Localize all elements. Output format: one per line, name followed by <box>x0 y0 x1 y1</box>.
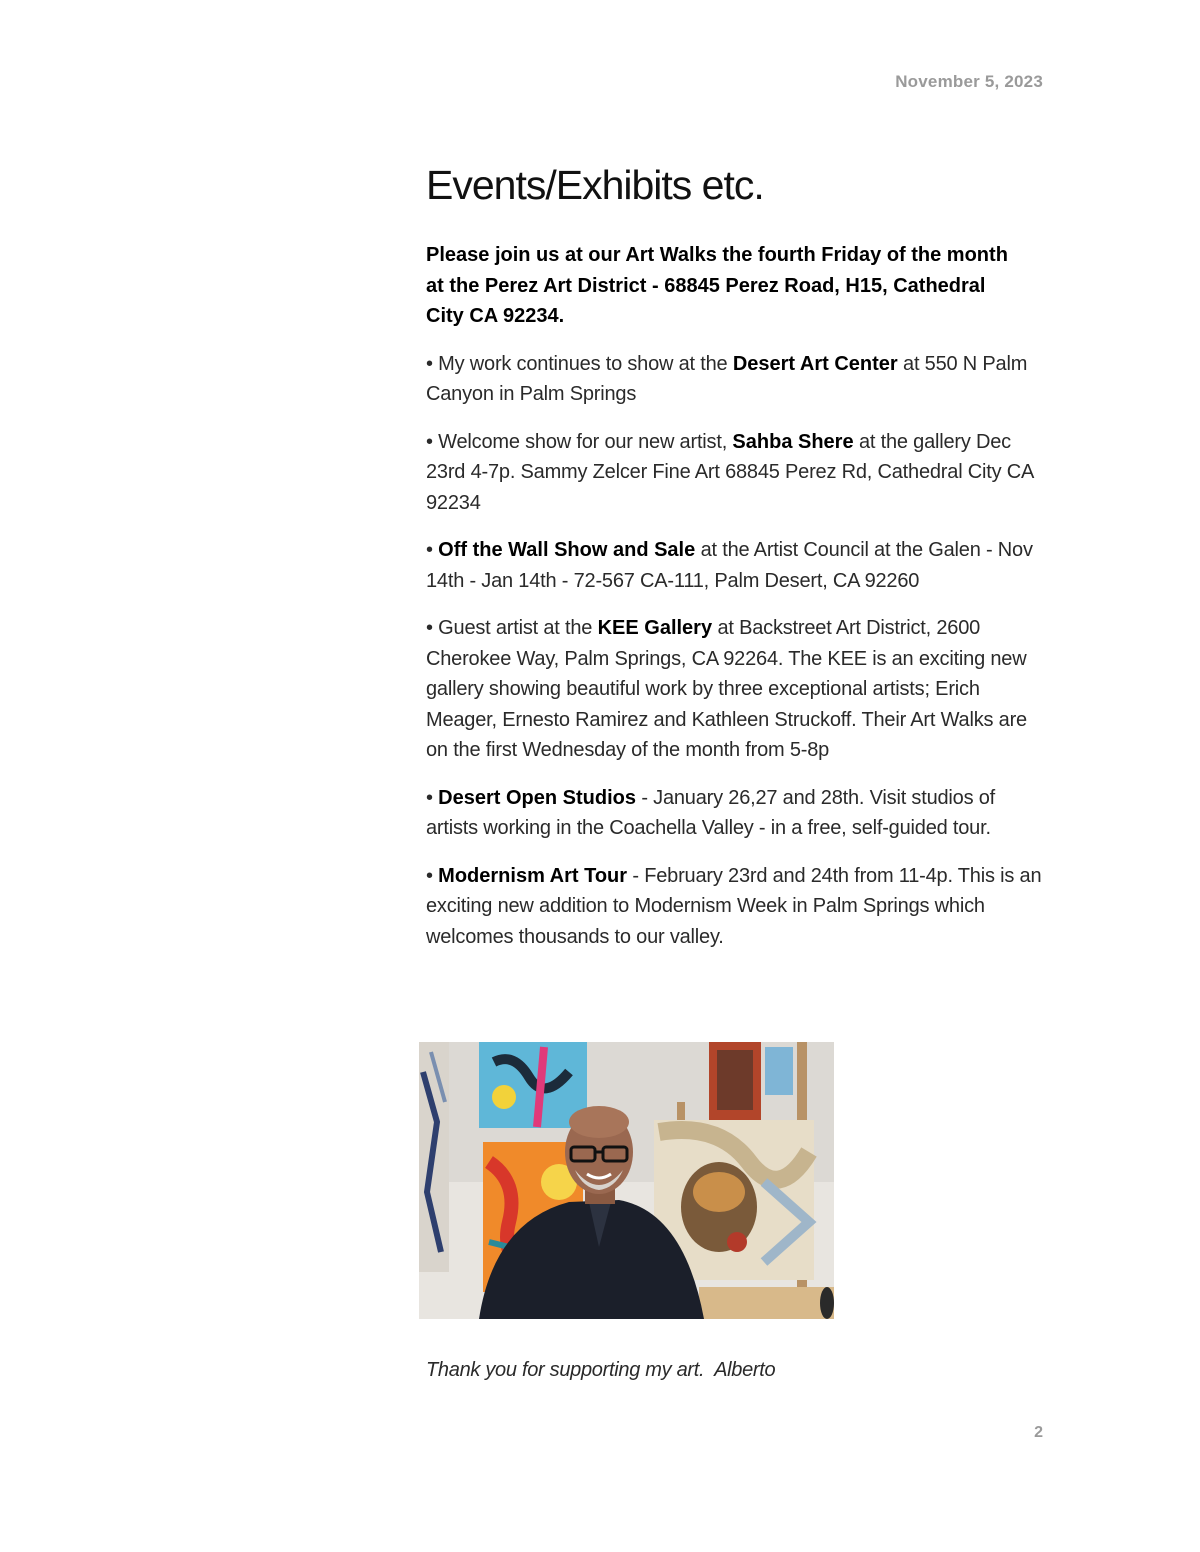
event-item-highlight: KEE Gallery <box>597 617 713 639</box>
event-item-text: at the gallery Dec 23rd 4-7p. Sammy Zelcer Fine Art 68845 Perez Rd, Cathedral City CA 92234 <box>426 430 1034 514</box>
intro-paragraph: Please join us at our Art Walks the fourth Friday of the month at the Perez Art District - 68845 Perez Road, H15, Cathedral City CA 92234. <box>426 244 1008 327</box>
thank-you-note: Thank you for supporting my art. Alberto <box>426 1359 776 1381</box>
event-item-text: at the Artist Council at the Galen - Nov 14th - Jan 14th - 72-567 CA-111, Palm Desert, CA 92260 <box>426 539 1033 592</box>
event-item-text: • <box>426 539 439 561</box>
event-item-text: • <box>426 864 439 887</box>
event-item-text: • <box>426 786 439 809</box>
artist-studio-photo <box>419 1042 834 1319</box>
page-title: Events/Exhibits etc. <box>426 162 764 208</box>
event-item-highlight: Sahba Shere <box>732 430 854 453</box>
event-item-text: - January 26,27 and 28th. Visit studios of artists working in the Coachella Valley - in a free, self-guided tour. <box>426 786 996 839</box>
main-content <box>426 160 1046 969</box>
page-number: 2 <box>1034 1424 1043 1441</box>
event-item-highlight: Modernism Art Tour <box>438 864 628 887</box>
event-item-text: • My work continues to show at the <box>426 352 733 375</box>
page-date: November 5, 2023 <box>895 72 1043 91</box>
event-item-highlight: Off the Wall Show and Sale <box>438 539 696 561</box>
event-item-desert-open-studios <box>426 783 1046 844</box>
event-item-kee-gallery <box>426 613 1046 766</box>
event-item-text: at 550 N Palm Canyon in Palm Springs <box>426 352 1028 405</box>
event-item-highlight: Desert Open Studios <box>438 786 636 809</box>
event-item-text: • Guest artist at the <box>426 617 598 639</box>
event-item-highlight: Desert Art Center <box>732 352 898 375</box>
event-item-text: - February 23rd and 24th from 11-4p. This is an exciting new addition to Modernism Week in Palm Springs which welcomes thousands to our valley. <box>426 864 1042 948</box>
event-item-text: • Welcome show for our new artist, <box>426 430 733 453</box>
event-item-off-the-wall <box>426 535 1046 596</box>
event-item-text: at Backstreet Art District, 2600 Cherokee Way, Palm Springs, CA 92264. The KEE is an exciting new gallery showing beautiful work by three exceptional artists; Erich Meager, Ernesto Ramirez and Kathleen Struckoff. Their Art Walks are on the first Wednesday of the month from 5-8p <box>426 617 1027 761</box>
event-item-desert-art-center <box>426 349 1046 410</box>
event-item-modernism-art-tour <box>426 861 1046 953</box>
event-item-sahba-shere <box>426 427 1046 519</box>
